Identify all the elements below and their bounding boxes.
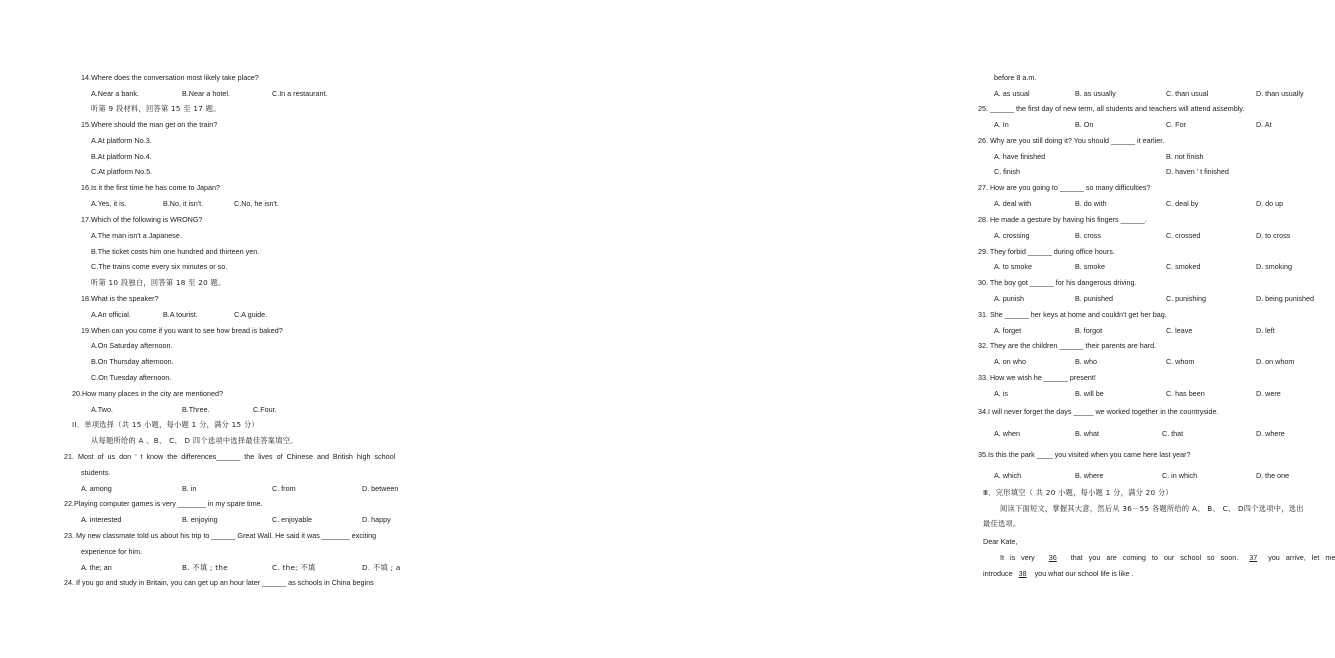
option-24a: A. as usual [994, 89, 1030, 98]
question-19: 19.When can you come if you want to see how bread is baked? [81, 326, 283, 335]
question-29: 29. They forbid ______ during office hours. [978, 247, 1115, 256]
question-32: 32. They are the children ______ their parents are hard. [978, 341, 1157, 350]
question-25: 25. ______ the first day of new term, all students and teachers will attend assembly. [978, 104, 1245, 113]
option-21d: D. between [362, 484, 399, 493]
option-27c: C. deal by [1166, 199, 1199, 208]
option-22b: B. enjoying [182, 515, 218, 524]
question-31: 31. She ______ her keys at home and couldn't get her bag. [978, 310, 1167, 319]
blank-38: 38 [1018, 569, 1027, 578]
section-3-instruction: 阅读下面短文，掌握其大意，然后从 36－55 各题所给的 A、 B、 C、 D四个选项中，选出 [1000, 504, 1304, 513]
letter-text: It is very [1000, 553, 1035, 562]
section-2-title: II．单项选择（共 15 小题，每小题 1 分，满分 15 分） [72, 420, 259, 429]
question-28: 28. He made a gesture by having his fingers ______. [978, 215, 1147, 224]
question-27: 27. How are you going to ______ so many difficulties? [978, 183, 1151, 192]
question-22: 22.Playing computer games is very _______ in my spare time. [64, 499, 263, 508]
option-33c: C. has been [1166, 389, 1205, 398]
option-23a: A. the; an [81, 563, 112, 572]
option-33b: B. will be [1075, 389, 1104, 398]
letter-text: introduce [983, 569, 1013, 578]
question-26: 26. Why are you still doing it? You should ______ it earlier. [978, 136, 1165, 145]
option-27a: A. deal with [994, 199, 1032, 208]
option-27b: B. do with [1075, 199, 1107, 208]
question-30: 30. The boy got ______ for his dangerous driving. [978, 278, 1137, 287]
option-32b: B. who [1075, 357, 1097, 366]
letter-greeting: Dear Kate, [983, 537, 1018, 546]
option-16b: B.No, it isn't. [163, 199, 204, 208]
option-19c: C.On Tuesday afternoon. [91, 373, 172, 382]
option-34b: B. what [1075, 429, 1099, 438]
question-15: 15.Where should the man get on the train? [81, 120, 218, 129]
question-20: 20.How many places in the city are mentioned? [72, 389, 224, 398]
letter-text: you arrive, let me [1268, 553, 1335, 562]
option-35c: C. in which [1162, 471, 1198, 480]
option-20c: C.Four. [253, 405, 277, 414]
option-25d: D. At [1256, 120, 1272, 129]
question-18: 18.What is the speaker? [81, 294, 159, 303]
option-34a: A. when [994, 429, 1020, 438]
option-32c: C. whom [1166, 357, 1195, 366]
question-17: 17.Which of the following is WRONG? [81, 215, 203, 224]
option-26b: B. not finish [1166, 152, 1204, 161]
option-33d: D. were [1256, 389, 1281, 398]
listening-instruction-9: 听第 9 段材料，回答第 15 至 17 题。 [91, 104, 221, 113]
option-35b: B. where [1075, 471, 1104, 480]
option-15c: C.At platform No.5. [91, 167, 153, 176]
option-17b: B.The ticket costs him one hundred and thirteen yen. [91, 247, 260, 256]
question-23-cont: experience for him. [81, 547, 143, 556]
letter-line-1 [1000, 554, 1335, 561]
option-31b: B. forgot [1075, 326, 1103, 335]
option-26d: D. haven ’ t finished [1166, 167, 1229, 176]
option-25b: B. On [1075, 120, 1094, 129]
option-18a: A.An official. [91, 310, 131, 319]
option-17c: C.The trains come every six minutes or so. [91, 262, 228, 271]
option-27d: D. do up [1256, 199, 1284, 208]
option-22a: A. interested [81, 515, 122, 524]
question-16: 16.Is it the first time he has come to Japan? [81, 183, 221, 192]
option-30b: B. punished [1075, 294, 1113, 303]
option-16a: A.Yes, it is. [91, 199, 127, 208]
option-31a: A. forget [994, 326, 1022, 335]
option-24d: D. than usually [1256, 89, 1304, 98]
blank-36: 36 [1048, 553, 1057, 562]
option-14b: B.Near a hotel. [182, 89, 230, 98]
option-32a: A. on who [994, 357, 1026, 366]
option-25c: C. For [1166, 120, 1186, 129]
option-34d: D. where [1256, 429, 1285, 438]
option-30c: C. punishing [1166, 294, 1206, 303]
option-16c: C.No, he isn't. [234, 199, 279, 208]
option-25a: A. In [994, 120, 1009, 129]
option-15b: B.At platform No.4. [91, 152, 152, 161]
letter-text: that you are coming to our school so soon. [1070, 553, 1239, 562]
option-35d: D. the one [1256, 471, 1290, 480]
option-30d: D. being punished [1256, 294, 1314, 303]
section-2-instruction: 从每题所给的 A 、B、 C、 D 四个选项中选择最佳答案填空。 [91, 436, 298, 445]
blank-37: 37 [1249, 553, 1258, 562]
option-26a: A. have finished [994, 152, 1046, 161]
option-23c: C. the; 不填 [272, 563, 316, 572]
option-29b: B. smoke [1075, 262, 1105, 271]
question-14: 14.Where does the conversation most likely take place? [81, 73, 259, 82]
option-33a: A. is [994, 389, 1008, 398]
option-24b: B. as usually [1075, 89, 1116, 98]
section-3-title: Ⅲ．完形填空（ 共 20 小题，每小题 1 分，满分 20 分） [983, 488, 1173, 497]
option-28c: C. crossed [1166, 231, 1201, 240]
option-20a: A.Two. [91, 405, 113, 414]
option-31c: C. leave [1166, 326, 1193, 335]
question-23: 23. My new classmate told us about his trip to ______ Great Wall. He said it was _______ exciting [64, 531, 377, 540]
option-29a: A. to smoke [994, 262, 1032, 271]
letter-line-2 [983, 570, 1134, 577]
option-14a: A.Near a bank. [91, 89, 139, 98]
option-21a: A. among [81, 484, 112, 493]
option-21b: B. in [182, 484, 197, 493]
option-18b: B.A tourist. [163, 310, 198, 319]
option-20b: B.Three. [182, 405, 210, 414]
option-29d: D. smoking [1256, 262, 1292, 271]
option-26c: C. finish [994, 167, 1020, 176]
option-34c: C. that [1162, 429, 1184, 438]
letter-text: you what our school life is like . [1034, 569, 1134, 578]
question-21: 21. Most of us don ’ t know the differences______ the lives of Chinese and British high school [64, 452, 396, 461]
question-21-cont: students. [81, 468, 111, 477]
option-23d: D. 不填 ; a [362, 563, 401, 572]
option-28b: B. cross [1075, 231, 1101, 240]
option-17a: A.The man isn't a Japanese. [91, 231, 182, 240]
question-34: 34.I will never forget the days _____ we worked together in the countryside. [978, 407, 1219, 416]
option-21c: C. from [272, 484, 296, 493]
question-24-cont: before 8 a.m. [994, 73, 1037, 82]
listening-instruction-10: 听第 10 段独白，回答第 18 至 20 题。 [91, 278, 226, 287]
option-28a: A. crossing [994, 231, 1030, 240]
question-24: 24. If you go and study in Britain, you can get up an hour later ______ as schools in China begins [64, 578, 374, 587]
option-28d: D. to cross [1256, 231, 1291, 240]
section-3-instruction-cont: 最佳选项。 [983, 519, 1021, 528]
option-24c: C. than usual [1166, 89, 1209, 98]
option-35a: A. which [994, 471, 1022, 480]
option-23b: B. 不填 ; the [182, 563, 228, 572]
option-30a: A. punish [994, 294, 1024, 303]
option-22d: D. happy [362, 515, 391, 524]
option-32d: D. on whom [1256, 357, 1295, 366]
question-33: 33. How we wish he ______ present! [978, 373, 1096, 382]
option-31d: D. left [1256, 326, 1275, 335]
option-15a: A.At platform No.3. [91, 136, 152, 145]
option-29c: C. smoked [1166, 262, 1201, 271]
option-19a: A.On Saturday afternoon. [91, 341, 173, 350]
question-35: 35.Is this the park ____ you visited when you came here last year? [978, 450, 1191, 459]
option-19b: B.On Thursday afternoon. [91, 357, 174, 366]
option-22c: C. enjoyable [272, 515, 312, 524]
option-18c: C.A guide. [234, 310, 268, 319]
option-14c: C.In a restaurant. [272, 89, 328, 98]
